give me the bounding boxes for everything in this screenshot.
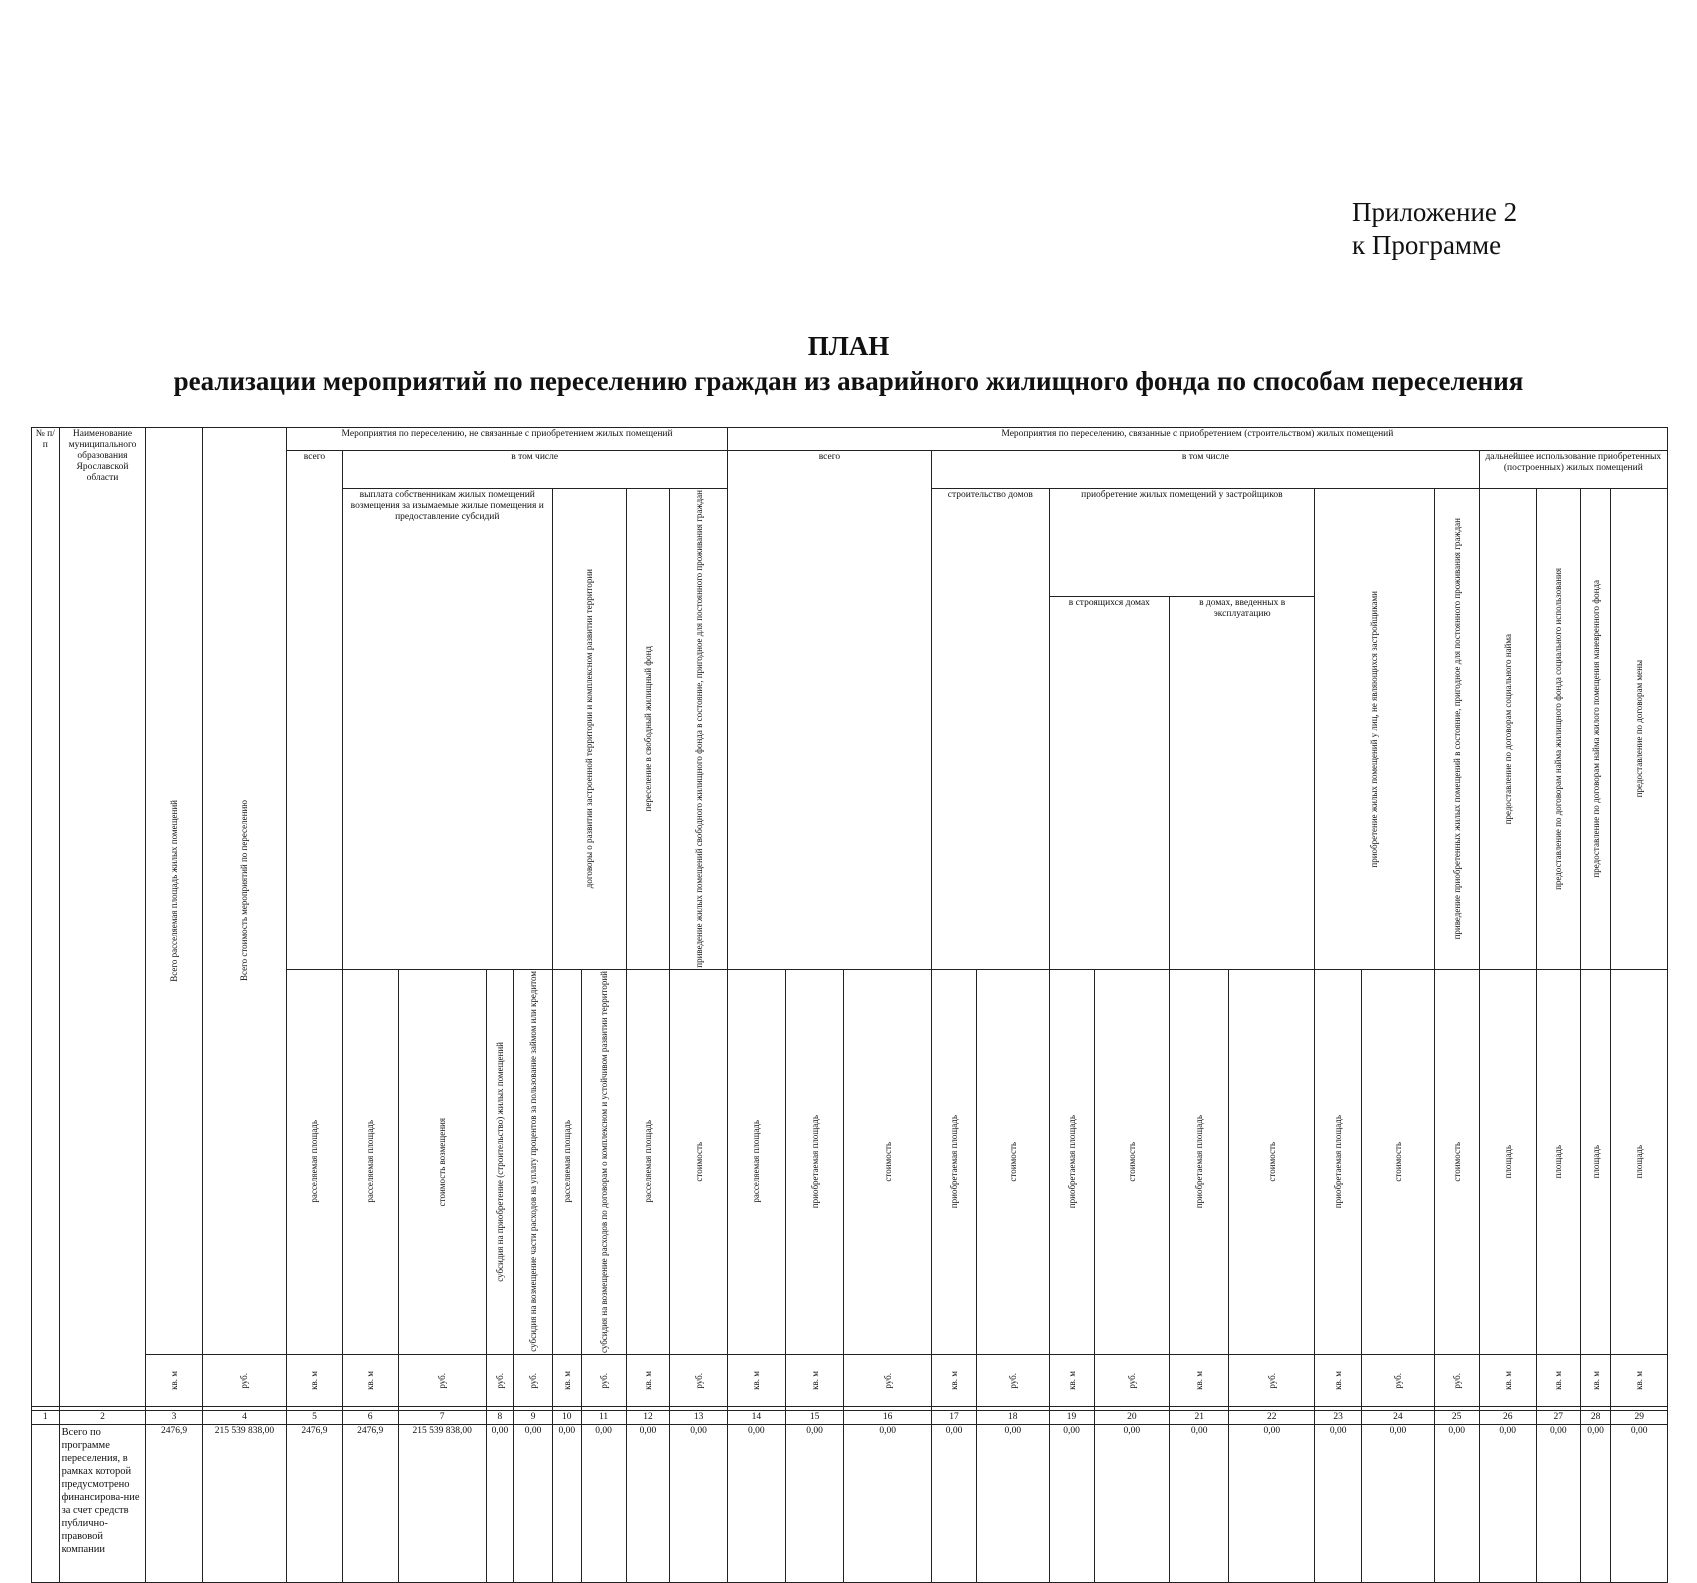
row-value: 0,00 — [1434, 1424, 1479, 1582]
unit-text: руб. — [1392, 1372, 1403, 1389]
header-purchase-developers: приобретение жилых помещений у застройщиков — [1049, 489, 1315, 597]
sub-17 — [932, 969, 977, 1354]
unit-text: кв. м — [642, 1370, 653, 1390]
header-total-cost-text: Всего стоимость мероприятий по переселению — [239, 800, 250, 982]
unit-text: руб. — [437, 1372, 448, 1389]
sub-23-text: приобретаемая площадь — [1333, 1115, 1344, 1209]
col-number: 28 — [1580, 1410, 1611, 1424]
unit-cell — [1094, 1354, 1170, 1406]
sub-8-text: субсидия на приобретение (строительство) жилых помещений — [494, 1041, 505, 1282]
unit-text: руб. — [494, 1372, 505, 1389]
header-use-exchange — [1611, 489, 1668, 970]
col-number: 19 — [1049, 1410, 1094, 1424]
sub-22-text: стоимость — [1266, 1141, 1277, 1182]
sub-6 — [342, 969, 398, 1354]
row-value: 0,00 — [785, 1424, 843, 1582]
row-value: 0,00 — [1315, 1424, 1362, 1582]
sub-7 — [398, 969, 486, 1354]
row-value: 0,00 — [1362, 1424, 1435, 1582]
unit-cell — [844, 1354, 932, 1406]
unit-cell — [552, 1354, 581, 1406]
sub-28 — [1580, 969, 1611, 1354]
row-value: 0,00 — [977, 1424, 1050, 1582]
unit-text: кв. м — [309, 1370, 320, 1390]
unit-text: руб. — [1451, 1372, 1462, 1389]
header-bring-acquired — [1434, 489, 1479, 970]
unit-cell — [398, 1354, 486, 1406]
header-free-fund-text: переселение в свободный жилищный фонд — [642, 646, 653, 812]
document-subtitle: реализации мероприятий по переселению граждан из аварийного жилищного фонда по способам переселения — [173, 366, 1524, 396]
appendix-label — [1352, 196, 1517, 262]
unit-cell — [1049, 1354, 1094, 1406]
sub-22 — [1229, 969, 1315, 1354]
header-under-construction: в строящихся домах — [1049, 596, 1170, 969]
sub-19 — [1049, 969, 1094, 1354]
sub-18 — [977, 969, 1050, 1354]
sub-17-text: приобретаемая площадь — [949, 1115, 960, 1209]
sub-5 — [287, 969, 342, 1354]
row-value: 215 539 838,00 — [398, 1424, 486, 1582]
col-number: 17 — [932, 1410, 977, 1424]
header-total-area — [146, 428, 202, 1355]
unit-text: кв. м — [1502, 1370, 1513, 1390]
sub-24 — [1362, 969, 1435, 1354]
col-number: 18 — [977, 1410, 1050, 1424]
sub-10 — [552, 969, 581, 1354]
header-use-social-fund-text: предоставление по договорам найма жилищного фонда социального использования — [1553, 567, 1564, 890]
row-value: 2476,9 — [287, 1424, 342, 1582]
col-number: 6 — [342, 1410, 398, 1424]
sub-13 — [670, 969, 727, 1354]
header-total-cost — [202, 428, 287, 1355]
unit-text: руб. — [528, 1372, 539, 1389]
col-number: 14 — [727, 1410, 785, 1424]
unit-cell — [670, 1354, 727, 1406]
col-number: 8 — [486, 1410, 514, 1424]
table-row — [32, 1424, 1668, 1582]
header-purchase-non-dev — [1315, 489, 1435, 970]
sub-25-text: стоимость — [1451, 1141, 1462, 1182]
sub-13-text: стоимость — [693, 1141, 704, 1182]
unit-cell — [1434, 1354, 1479, 1406]
unit-cell — [581, 1354, 626, 1406]
col-number: 5 — [287, 1410, 342, 1424]
col-number: 7 — [398, 1410, 486, 1424]
unit-cell — [1170, 1354, 1229, 1406]
sub-20 — [1094, 969, 1170, 1354]
unit-text: кв. м — [1194, 1370, 1205, 1390]
unit-cell — [202, 1354, 287, 1406]
unit-text: кв. м — [365, 1370, 376, 1390]
sub-15 — [785, 969, 843, 1354]
sub-26 — [1479, 969, 1536, 1354]
sub-14-text: расселяемая площадь — [751, 1120, 762, 1204]
unit-text: кв. м — [1333, 1370, 1344, 1390]
col-number: 16 — [844, 1410, 932, 1424]
col-number: 9 — [514, 1410, 553, 1424]
unit-cell — [977, 1354, 1050, 1406]
unit-cell — [1536, 1354, 1580, 1406]
header-incl-b: в том числе — [932, 451, 1480, 489]
sub-12 — [626, 969, 670, 1354]
col-number: 11 — [581, 1410, 626, 1424]
row-value: 215 539 838,00 — [202, 1424, 287, 1582]
sub-16-text: стоимость — [882, 1141, 893, 1182]
row-value: 0,00 — [1536, 1424, 1580, 1582]
row-value: 0,00 — [1479, 1424, 1536, 1582]
header-total-b: всего — [727, 451, 931, 970]
sub-7-text: стоимость возмещения — [437, 1117, 448, 1206]
header-group-not-acquisition: Мероприятия по переселению, не связанные с приобретением жилых помещений — [287, 428, 727, 451]
header-use-social-fund — [1536, 489, 1580, 970]
col-number: 22 — [1229, 1410, 1315, 1424]
unit-cell — [1315, 1354, 1362, 1406]
unit-cell — [932, 1354, 977, 1406]
row-value: 0,00 — [1611, 1424, 1668, 1582]
unit-cell — [727, 1354, 785, 1406]
header-further-use: дальнейшее использование приобретенных (построенных) жилых помещений — [1479, 451, 1667, 489]
sub-26-text: площадь — [1502, 1145, 1513, 1179]
sub-18-text: стоимость — [1007, 1141, 1018, 1182]
sub-12-text: расселяемая площадь — [642, 1120, 653, 1204]
unit-cell — [486, 1354, 514, 1406]
unit-cell — [514, 1354, 553, 1406]
col-number: 24 — [1362, 1410, 1435, 1424]
row-value: 0,00 — [581, 1424, 626, 1582]
header-use-social-text: предоставление по договорам социального найма — [1502, 633, 1513, 825]
col-number: 4 — [202, 1410, 287, 1424]
row-value: 0,00 — [514, 1424, 553, 1582]
row-value: 0,00 — [932, 1424, 977, 1582]
col-number: 27 — [1536, 1410, 1580, 1424]
header-bring-acquired-text: приведение приобретенных жилых помещений в состояние, пригодное для постоянного проживания граждан — [1451, 518, 1462, 940]
header-municipality: Наименование муниципального образования Ярославской области — [59, 428, 146, 1407]
col-number: 12 — [626, 1410, 670, 1424]
header-construction: строительство домов — [932, 489, 1049, 970]
header-use-social — [1479, 489, 1536, 970]
unit-text: кв. м — [169, 1370, 179, 1390]
sub-10-text: расселяемая площадь — [561, 1120, 572, 1204]
document-title: ПЛАН — [807, 331, 890, 361]
header-use-maneuver-text: предоставление по договорам найма жилого помещения маневренного фонда — [1590, 580, 1601, 878]
sub-9-text: субсидия на возмещение части расходов на уплату процентов за пользование займом или кредитом — [528, 971, 539, 1353]
header-free-fund — [626, 489, 670, 970]
sub-5-text: расселяемая площадь — [309, 1120, 320, 1204]
sub-8 — [486, 969, 514, 1354]
sub-21 — [1170, 969, 1229, 1354]
header-dev-contracts — [552, 489, 626, 970]
unit-cell — [287, 1354, 342, 1406]
col-number: 26 — [1479, 1410, 1536, 1424]
header-group-acquisition: Мероприятия по переселению, связанные с приобретением (строительством) жилых помещений — [727, 428, 1667, 451]
row-value: 0,00 — [626, 1424, 670, 1582]
sub-14 — [727, 969, 785, 1354]
row-value: 0,00 — [1580, 1424, 1611, 1582]
unit-cell — [146, 1354, 202, 1406]
unit-cell — [1611, 1354, 1668, 1406]
unit-text: руб. — [882, 1372, 893, 1389]
sub-27-text: площадь — [1553, 1145, 1564, 1179]
sub-11-text: субсидия на возмещение расходов по договорам о комплексном и устойчивом развитии территорий — [598, 970, 609, 1353]
column-numbers-row — [32, 1410, 1668, 1424]
sub-29 — [1611, 969, 1668, 1354]
row-no-cell — [32, 1424, 60, 1582]
sub-28-text: площадь — [1590, 1145, 1601, 1179]
col-number: 3 — [146, 1410, 202, 1424]
unit-text: кв. м — [809, 1370, 820, 1390]
sub-11 — [581, 969, 626, 1354]
col-number: 2 — [59, 1410, 146, 1424]
row-value: 0,00 — [844, 1424, 932, 1582]
unit-text: руб. — [693, 1372, 704, 1389]
appendix-line-2: к Программе — [1352, 230, 1502, 260]
row-value: 0,00 — [670, 1424, 727, 1582]
header-bring-free-text: приведение жилых помещений свободного жилищного фонда в состояние, пригодное для постоянного проживания граждан — [693, 490, 704, 968]
sub-27 — [1536, 969, 1580, 1354]
header-in-operation: в домах, введенных в эксплуатацию — [1170, 596, 1315, 969]
row-value: 2476,9 — [342, 1424, 398, 1582]
sub-15-text: приобретаемая площадь — [809, 1115, 820, 1209]
unit-text: кв. м — [561, 1370, 572, 1390]
row-value: 0,00 — [1094, 1424, 1170, 1582]
unit-text: руб. — [598, 1372, 609, 1389]
unit-cell — [1229, 1354, 1315, 1406]
unit-text: кв. м — [949, 1370, 960, 1390]
sub-16 — [844, 969, 932, 1354]
col-number: 10 — [552, 1410, 581, 1424]
row-name: Всего по программе переселения, в рамках которой предусмотрено финансирова-ние за счет средств публично-правовой компании — [59, 1424, 146, 1582]
col-number: 29 — [1611, 1410, 1668, 1424]
header-use-exchange-text: предоставление по договорам мены — [1634, 660, 1645, 798]
unit-text: руб. — [1266, 1372, 1277, 1389]
header-total-area-text: Всего расселяемая площадь жилых помещений — [169, 800, 179, 982]
header-incl-a: в том числе — [342, 451, 727, 489]
sub-25 — [1434, 969, 1479, 1354]
units-row — [32, 1354, 1668, 1406]
row-value: 0,00 — [486, 1424, 514, 1582]
unit-text: кв. м — [1634, 1370, 1645, 1390]
row-value: 2476,9 — [146, 1424, 202, 1582]
header-use-maneuver — [1580, 489, 1611, 970]
col-number: 1 — [32, 1410, 60, 1424]
sub-21-text: приобретаемая площадь — [1194, 1115, 1205, 1209]
header-total-a: всего — [287, 451, 342, 970]
unit-text: руб. — [1126, 1372, 1137, 1389]
row-value: 0,00 — [1170, 1424, 1229, 1582]
col-number: 25 — [1434, 1410, 1479, 1424]
row-value: 0,00 — [727, 1424, 785, 1582]
sub-24-text: стоимость — [1392, 1141, 1403, 1182]
unit-cell — [1479, 1354, 1536, 1406]
col-number: 20 — [1094, 1410, 1170, 1424]
unit-text: руб. — [1007, 1372, 1018, 1389]
unit-cell — [1362, 1354, 1435, 1406]
sub-19-text: приобретаемая площадь — [1066, 1115, 1077, 1209]
sub-6-text: расселяемая площадь — [365, 1120, 376, 1204]
sub-9 — [514, 969, 553, 1354]
unit-cell — [785, 1354, 843, 1406]
unit-text: кв. м — [1066, 1370, 1077, 1390]
unit-cell — [626, 1354, 670, 1406]
row-value: 0,00 — [1049, 1424, 1094, 1582]
header-purchase-non-dev-text: приобретение жилых помещений у лиц, не являющихся застройщиками — [1369, 590, 1380, 868]
unit-text: руб. — [239, 1372, 250, 1389]
col-number: 13 — [670, 1410, 727, 1424]
col-number: 15 — [785, 1410, 843, 1424]
header-no: № п/п — [32, 428, 60, 1407]
col-number: 21 — [1170, 1410, 1229, 1424]
unit-text: кв. м — [1553, 1370, 1564, 1390]
unit-cell — [342, 1354, 398, 1406]
plan-table — [31, 427, 1668, 1583]
unit-cell — [1580, 1354, 1611, 1406]
col-number: 23 — [1315, 1410, 1362, 1424]
row-value: 0,00 — [1229, 1424, 1315, 1582]
unit-text: кв. м — [1590, 1370, 1601, 1390]
unit-text: кв. м — [751, 1370, 762, 1390]
row-value: 0,00 — [552, 1424, 581, 1582]
appendix-line-1: Приложение 2 — [1352, 197, 1518, 227]
header-redemption: выплата собственникам жилых помещений возмещения за изымаемые жилые помещения и предоставление субсидий — [342, 489, 552, 970]
header-bring-free — [670, 489, 727, 970]
sub-29-text: площадь — [1634, 1145, 1645, 1179]
header-dev-contracts-text: договоры о развитии застроенной территории и комплексном развитии территории — [584, 569, 595, 889]
sub-23 — [1315, 969, 1362, 1354]
sub-20-text: стоимость — [1126, 1141, 1137, 1182]
